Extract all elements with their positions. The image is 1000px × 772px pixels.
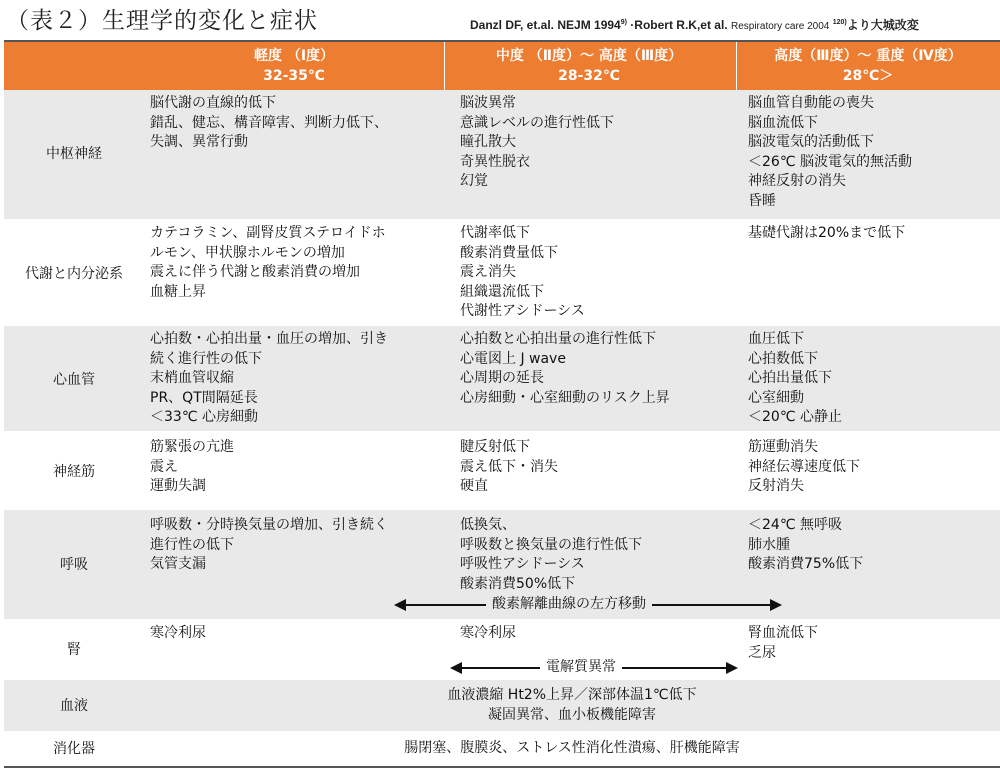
- header-divider: [736, 42, 737, 90]
- header-moderate-temp: 28-32℃: [558, 68, 620, 84]
- table-row-metabolic: [4, 220, 1000, 326]
- table-row-renal: [4, 620, 1000, 680]
- source-part1: Danzl DF, et.al. NEJM 1994: [470, 18, 621, 32]
- cell-all: 血液濃縮 Ht2%上昇／深部体温1℃低下 凝固異常、血小板機能障害: [447, 687, 697, 723]
- cell-moderate: 代謝率低下 酸素消費量低下 震え消失 組織還流低下 代謝性アシドーシス: [460, 225, 585, 319]
- cell-severe: 筋運動消失 神経伝導速度低下 反射消失: [748, 439, 860, 494]
- cell-moderate: 脳波異常 意識レベルの進行性低下 瞳孔散大 奇異性脱衣 幻覚: [460, 95, 614, 189]
- cell-mild: 呼吸数・分時換気量の増加、引き続く 進行性の低下 気管支漏: [150, 517, 388, 572]
- header-moderate: [444, 46, 734, 86]
- cell-severe: 腎血流低下 乏尿: [748, 625, 818, 661]
- cell-severe: 脳血管自動能の喪失 脳血流低下 脳波電気的活動低下 ＜26℃ 脳波電気的無活動 神経反射の消失 昏睡: [748, 95, 912, 209]
- source-ref1: 9): [620, 19, 627, 26]
- cell-mild: 寒冷利尿: [150, 625, 206, 641]
- header-divider: [444, 42, 445, 90]
- row-label: 腎: [67, 642, 81, 658]
- cell-mild: 筋緊張の亢進 震え 運動失調: [150, 439, 234, 494]
- arrow-right-head: [726, 662, 738, 674]
- table-title: （表２）生理学的変化と症状: [6, 8, 318, 34]
- arrow-right-head: [770, 599, 782, 611]
- row-label: 代謝と内分泌系: [25, 266, 123, 282]
- source-part3: より大城改変: [846, 18, 919, 32]
- cell-all: 腸閉塞、腹膜炎、ストレス性消化性潰瘍、肝機能障害: [404, 740, 740, 756]
- row-label: 消化器: [53, 741, 95, 757]
- row-label: 中枢神経: [46, 146, 102, 162]
- source-ref2: 120): [832, 19, 847, 26]
- table-row-cardio: [4, 326, 1000, 432]
- header-severe: [736, 46, 1000, 86]
- source-part2: Respiratory care 2004: [730, 21, 830, 32]
- cell-mild: 心拍数・心拍出量・血圧の増加、引き 続く進行性の低下 末梢血管収縮 PR、QT間隔延長 ＜33℃ 心房細動: [150, 331, 388, 425]
- header-moderate-title: 中度 （Ⅱ度）〜 高度（Ⅲ度）: [495, 48, 683, 64]
- row-label: 神経筋: [53, 464, 95, 480]
- arrow-label: 電解質異常: [540, 658, 622, 676]
- cell-severe: 血圧低下 心拍数低下 心拍出量低下 心室細動 ＜20℃ 心静止: [748, 331, 842, 425]
- cell-severe: ＜24℃ 無呼吸 肺水腫 酸素消費75%低下: [748, 517, 864, 572]
- table-row-neuromuscular: [4, 432, 1000, 510]
- cell-severe: 基礎代謝は20%まで低下: [748, 225, 906, 241]
- cell-moderate: 寒冷利尿: [460, 625, 516, 641]
- table-row-digestive: [4, 732, 1000, 766]
- source-citation: [470, 16, 990, 33]
- table-row-blood: [4, 680, 1000, 732]
- arrow-label: 酸素解離曲線の左方移動: [486, 595, 652, 613]
- table-row-cns: [4, 90, 1000, 220]
- header-severe-temp: 28℃＞: [842, 68, 894, 84]
- row-label: 呼吸: [60, 557, 88, 573]
- cell-moderate: 心拍数と心拍出量の進行性低下 心電図上 J wave 心周期の延長 心房細動・心室細動のリスク上昇: [460, 331, 670, 406]
- bottom-rule: [4, 766, 1000, 768]
- row-label: 心血管: [53, 372, 95, 388]
- header-mild: [154, 46, 434, 86]
- cell-moderate: 低換気、 呼吸数と換気量の進行性低下 呼吸性アシドーシス 酸素消費50%低下: [460, 517, 642, 592]
- header-severe-title: 高度（Ⅲ度）〜 重度（Ⅳ度）: [774, 48, 962, 64]
- row-label: 血液: [60, 698, 88, 714]
- cell-moderate: 腱反射低下 震え低下・消失 硬直: [460, 439, 558, 494]
- table-row-respiratory: [4, 510, 1000, 620]
- table-header: [4, 42, 1000, 90]
- source-sep: ·Robert R.K,et al.: [626, 18, 731, 32]
- cell-mild: カテコラミン、副腎皮質ステロイドホ ルモン、甲状腺ホルモンの増加 震えに伴う代謝と酸素消費の増加 血糖上昇: [150, 225, 386, 300]
- header-mild-title: 軽度 （Ⅰ度）: [253, 48, 335, 64]
- cell-mild: 脳代謝の直線的低下 錯乱、健忘、構音障害、判断力低下、 失調、異常行動: [150, 95, 388, 150]
- header-mild-temp: 32-35℃: [263, 68, 325, 84]
